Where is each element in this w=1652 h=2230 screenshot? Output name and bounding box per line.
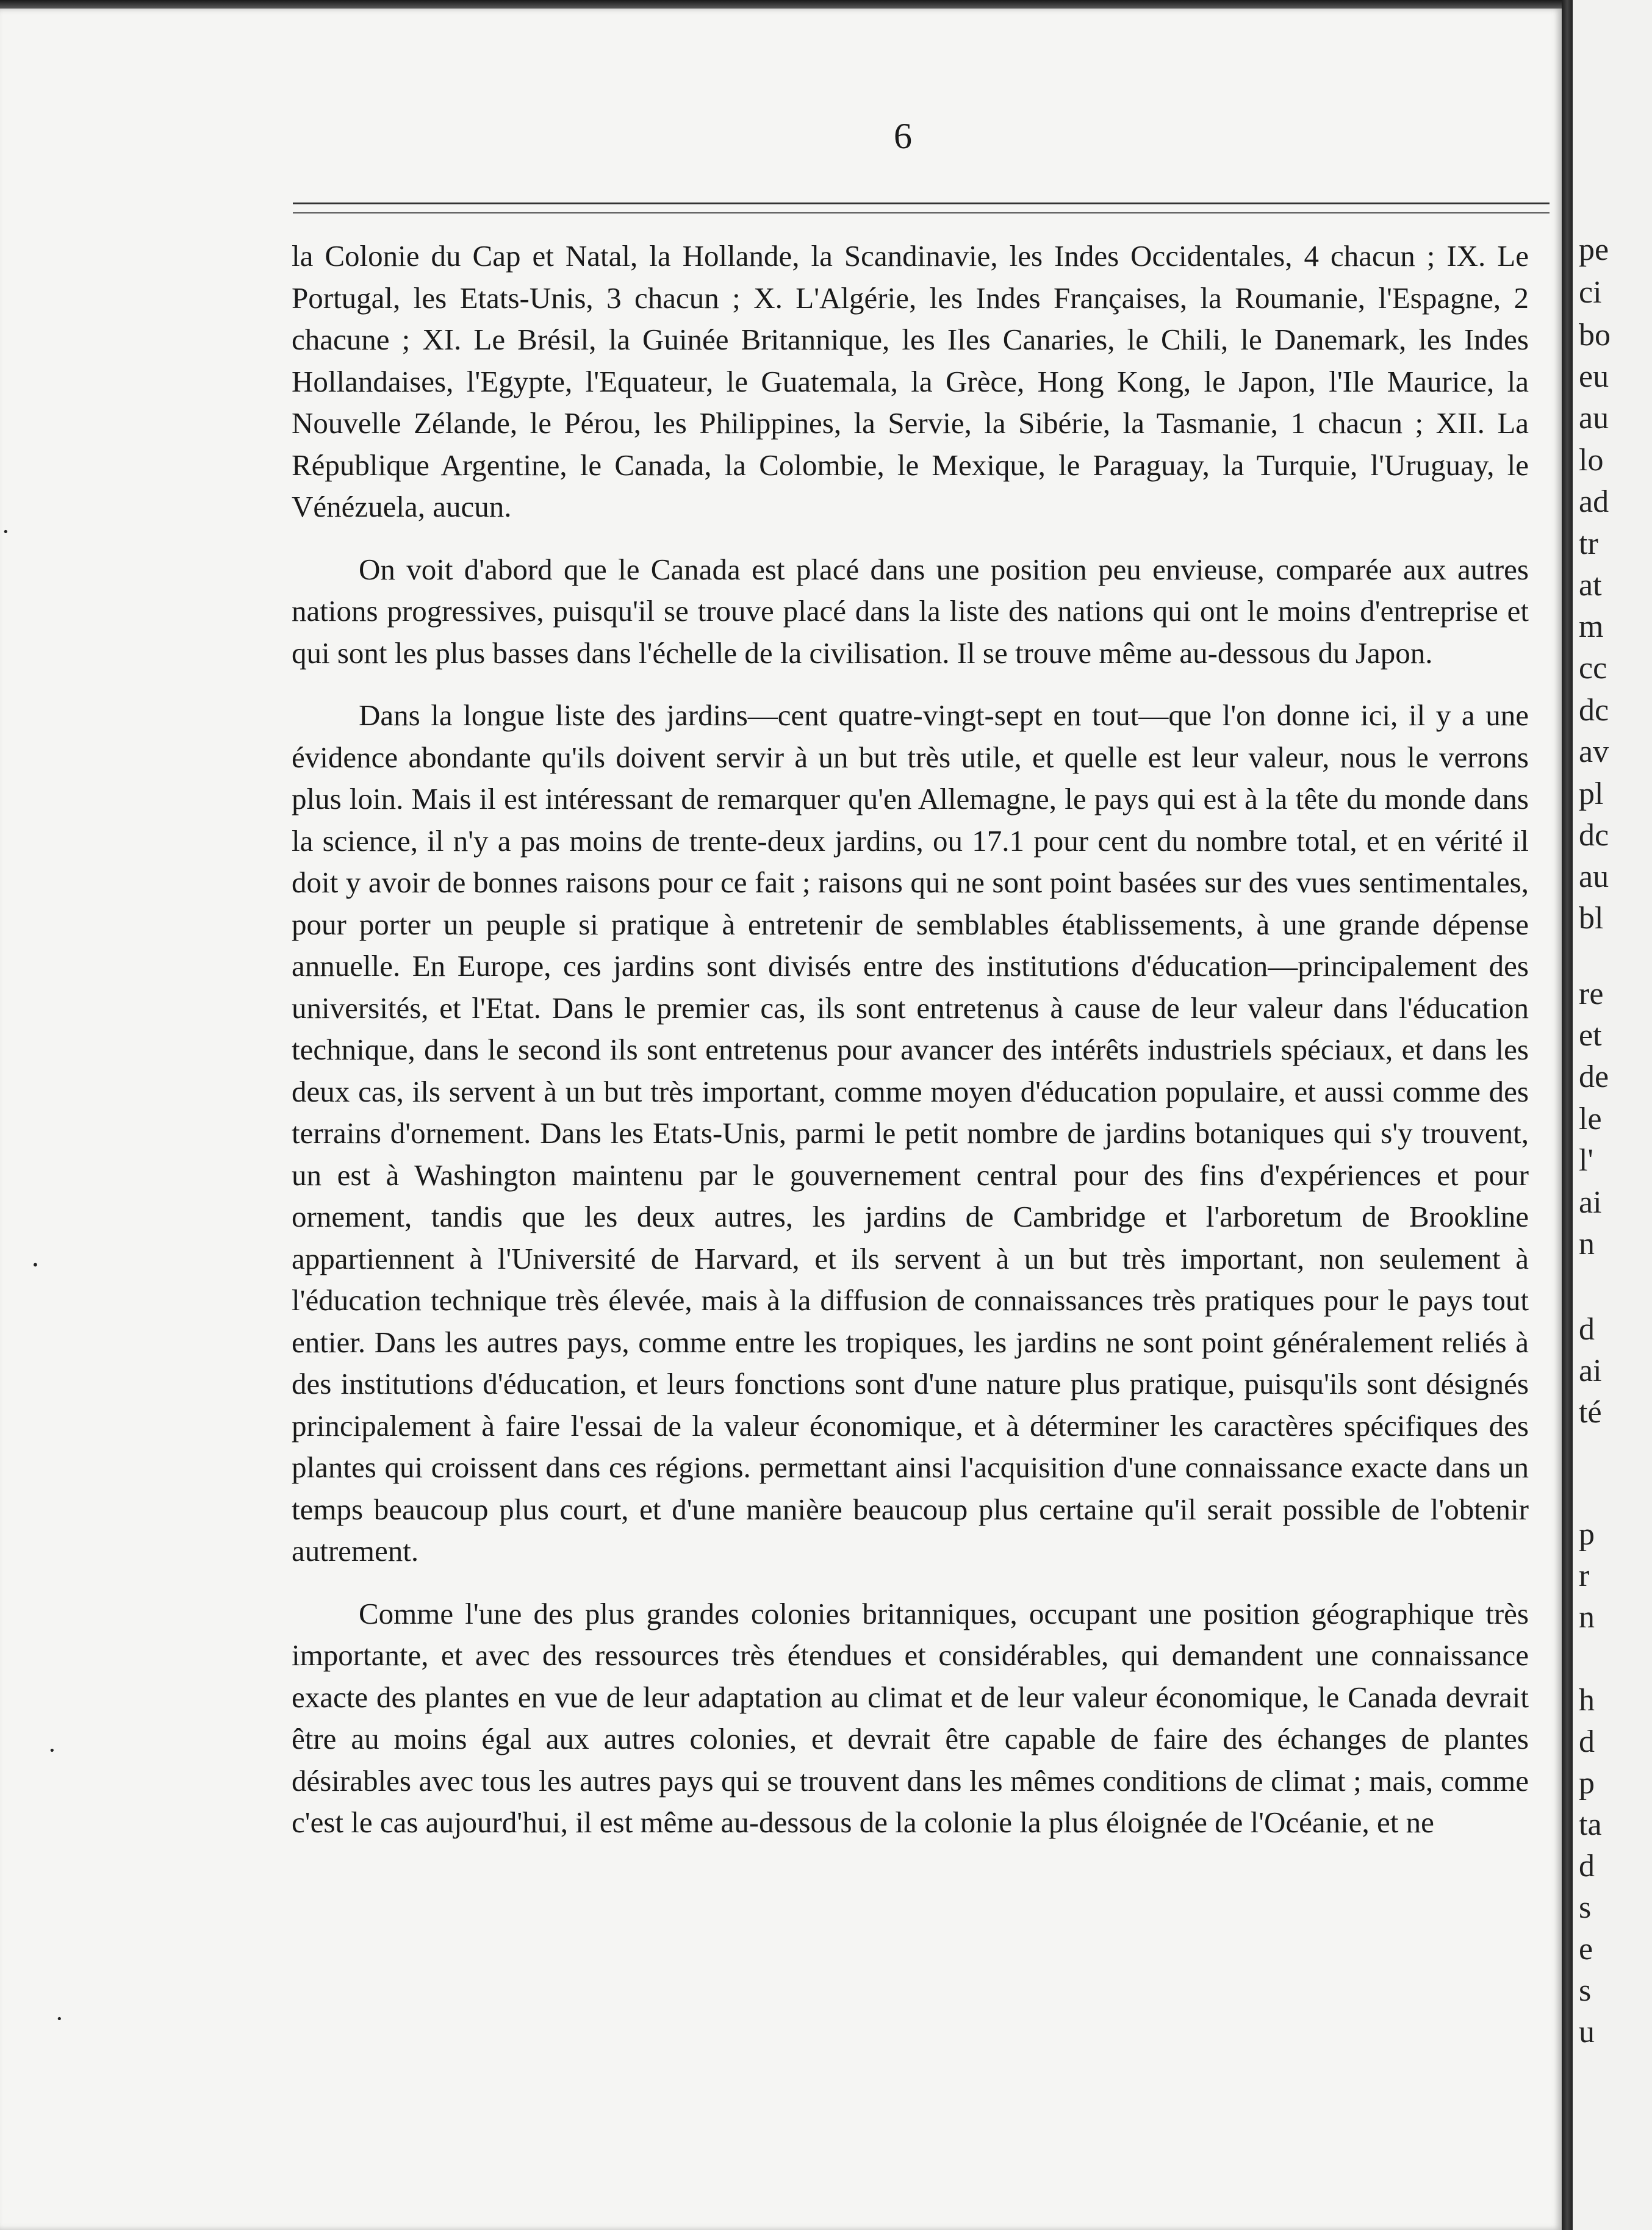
facing-fragment: p (1579, 1517, 1595, 1552)
facing-fragment: l' (1579, 1143, 1593, 1178)
header-rule-thin (293, 212, 1550, 213)
facing-fragment: et (1579, 1018, 1602, 1053)
facing-fragment: ai (1579, 1185, 1602, 1220)
facing-fragment: pl (1579, 776, 1604, 811)
facing-fragment: cc (1579, 651, 1607, 686)
facing-fragment: s (1579, 1890, 1592, 1925)
document-page (0, 9, 1562, 2230)
book-gutter (1562, 0, 1573, 2230)
facing-fragment: ai (1579, 1353, 1602, 1388)
facing-fragment: dc (1579, 693, 1609, 728)
facing-fragment: re (1579, 977, 1604, 1011)
facing-fragment: pe (1579, 232, 1609, 267)
body-text (292, 235, 1529, 1844)
page-number: 6 (894, 116, 912, 156)
facing-fragment: bo (1579, 318, 1611, 353)
facing-fragment: n (1579, 1600, 1595, 1635)
facing-fragment: d (1579, 1312, 1595, 1347)
paragraph-3: Dans la longue liste des jardins—cent quatre-vingt-sept en tout—que l'on donne ici, il y a une évidence abondante qu'ils doivent servir à un but très utile, et quelle est leur valeur, nous le verrons plus loin. Mais il est intéressant de remarquer qu'en Allemagne, le pays qui est à la tête du monde dans la science, il n'y a pas moins de trente-deux jardins, ou 17.1 pour cent du nombre total, et en vérité il doit y avoir de bonnes raisons pour ce fait ; raisons qui ne sont point basées sur des vues sentimentales, pour porter un peuple si pratique à entretenir de semblables établissements, à une grande dépense annuelle. En Europe, ces jardins sont divisés entre des institutions d'éducation—principalement des universités, et l'Etat. Dans le premier cas, ils sont entretenus à cause de leur valeur dans l'éducation technique, dans le second ils sont entretenus pour avancer des intérêts industriels spéciaux, et dans les deux cas, ils servent à un but très important, comme moyen d'éducation populaire, et aussi comme des terrains d'ornement. Dans les Etats-Unis, parmi le petit nombre de jardins botaniques qui s'y trouvent, un est à Washington maintenu par le gouvernement central pour des fins d'expériences et pour ornement, tandis que les deux autres, les jardins de Cambridge et l'arboretum de Brookline appartiennent à l'Université de Harvard, et ils servent à un but très important, non seulement à l'éducation technique très élevée, mais à la diffusion de connaissances très pratiques pour le pays tout entier. Dans les autres pays, comme entre les tropiques, les jardins ne sont point généralement reliés à des institutions d'éducation, et leurs fonctions sont d'une nature plus pratique, puisqu'ils sont désignés principalement à faire l'essai de la valeur économique, et à déterminer les caractères spécifiques des plantes qui croissent dans ces régions. permettant ainsi l'acquisition d'une connaissance exacte dans un temps beaucoup plus court, et d'une manière beaucoup plus certaine qu'il serait possible de l'obtenir autrement. (292, 698, 1529, 1568)
facing-fragment: bl (1579, 901, 1604, 936)
facing-fragment: e (1579, 1932, 1593, 1966)
margin-speck: • (56, 2013, 63, 2026)
header-rule (293, 203, 1550, 204)
facing-fragment: av (1579, 734, 1609, 769)
facing-fragment: dc (1579, 818, 1609, 853)
facing-fragment: tr (1579, 526, 1598, 561)
facing-fragment: d (1579, 1849, 1595, 1884)
facing-fragment: ad (1579, 484, 1609, 519)
facing-fragment: m (1579, 609, 1604, 644)
margin-speck: • (49, 1744, 56, 1757)
facing-fragment: u (1579, 2015, 1595, 2049)
margin-speck: • (32, 1258, 39, 1272)
facing-fragment: de (1579, 1059, 1609, 1094)
facing-fragment: at (1579, 568, 1602, 603)
facing-page-edge (1573, 0, 1652, 2230)
margin-speck: • (2, 526, 9, 539)
facing-fragment: h (1579, 1683, 1595, 1718)
facing-fragment: eu (1579, 359, 1609, 394)
paragraph-2: On voit d'abord que le Canada est placé dans une position peu envieuse, comparée aux autres nations progressives, puisqu'il se trouve placé dans la liste des nations qui ont le moins d'entreprise et qui sont les plus basses dans l'échelle de la civilisation. Il se trouve même au-dessous du Japon. (292, 552, 1529, 670)
facing-fragment: n (1579, 1227, 1595, 1261)
facing-fragment: lo (1579, 443, 1604, 478)
facing-fragment: s (1579, 1973, 1592, 2008)
facing-fragment: p (1579, 1766, 1595, 1801)
facing-fragment: d (1579, 1724, 1595, 1759)
facing-fragment: r (1579, 1558, 1590, 1593)
facing-fragment: au (1579, 401, 1609, 436)
facing-fragment: té (1579, 1395, 1602, 1430)
facing-fragment: le (1579, 1102, 1602, 1136)
facing-fragment: au (1579, 859, 1609, 894)
facing-fragment: ta (1579, 1807, 1602, 1842)
paragraph-1: la Colonie du Cap et Natal, la Hollande, la Scandinavie, les Indes Occidentales, 4 chacun ; IX. Le Portugal, les Etats-Unis, 3 chacun ; X. L'Algérie, les Indes Françaises, la Roumanie, l'Espagne, 2 chacune ; XI. Le Brésil, la Guinée Britannique, les Iles Canaries, le Chili, le Danemark, les Indes Hollandaises, l'Egypte, l'Equateur, le Guatemala, la Grèce, Hong Kong, le Japon, l'Ile Maurice, la Nouvelle Zélande, le Pérou, les Philippines, la Servie, la Sibérie, la Tasmanie, 1 chacun ; XII. La République Argentine, le Canada, la Colombie, le Mexique, le Paraguay, la Turquie, l'Uruguay, le Vénézuela, aucun. (292, 239, 1529, 523)
facing-fragment: ci (1579, 275, 1602, 310)
paragraph-4: Comme l'une des plus grandes colonies britanniques, occupant une position géographique très importante, et avec des ressources très étendues et considérables, qui demandent une connaissance exacte des plantes en vue de leur adaptation au climat et de leur valeur économique, le Canada devrait être au moins égal aux autres colonies, et devrait être capable de faire des échanges de plantes désirables avec tous les autres pays qui se trouvent dans les mêmes conditions de climat ; mais, comme c'est le cas aujourd'hui, il est même au-dessous de la colonie la plus éloignée de l'Océanie, et ne (292, 1596, 1529, 1839)
